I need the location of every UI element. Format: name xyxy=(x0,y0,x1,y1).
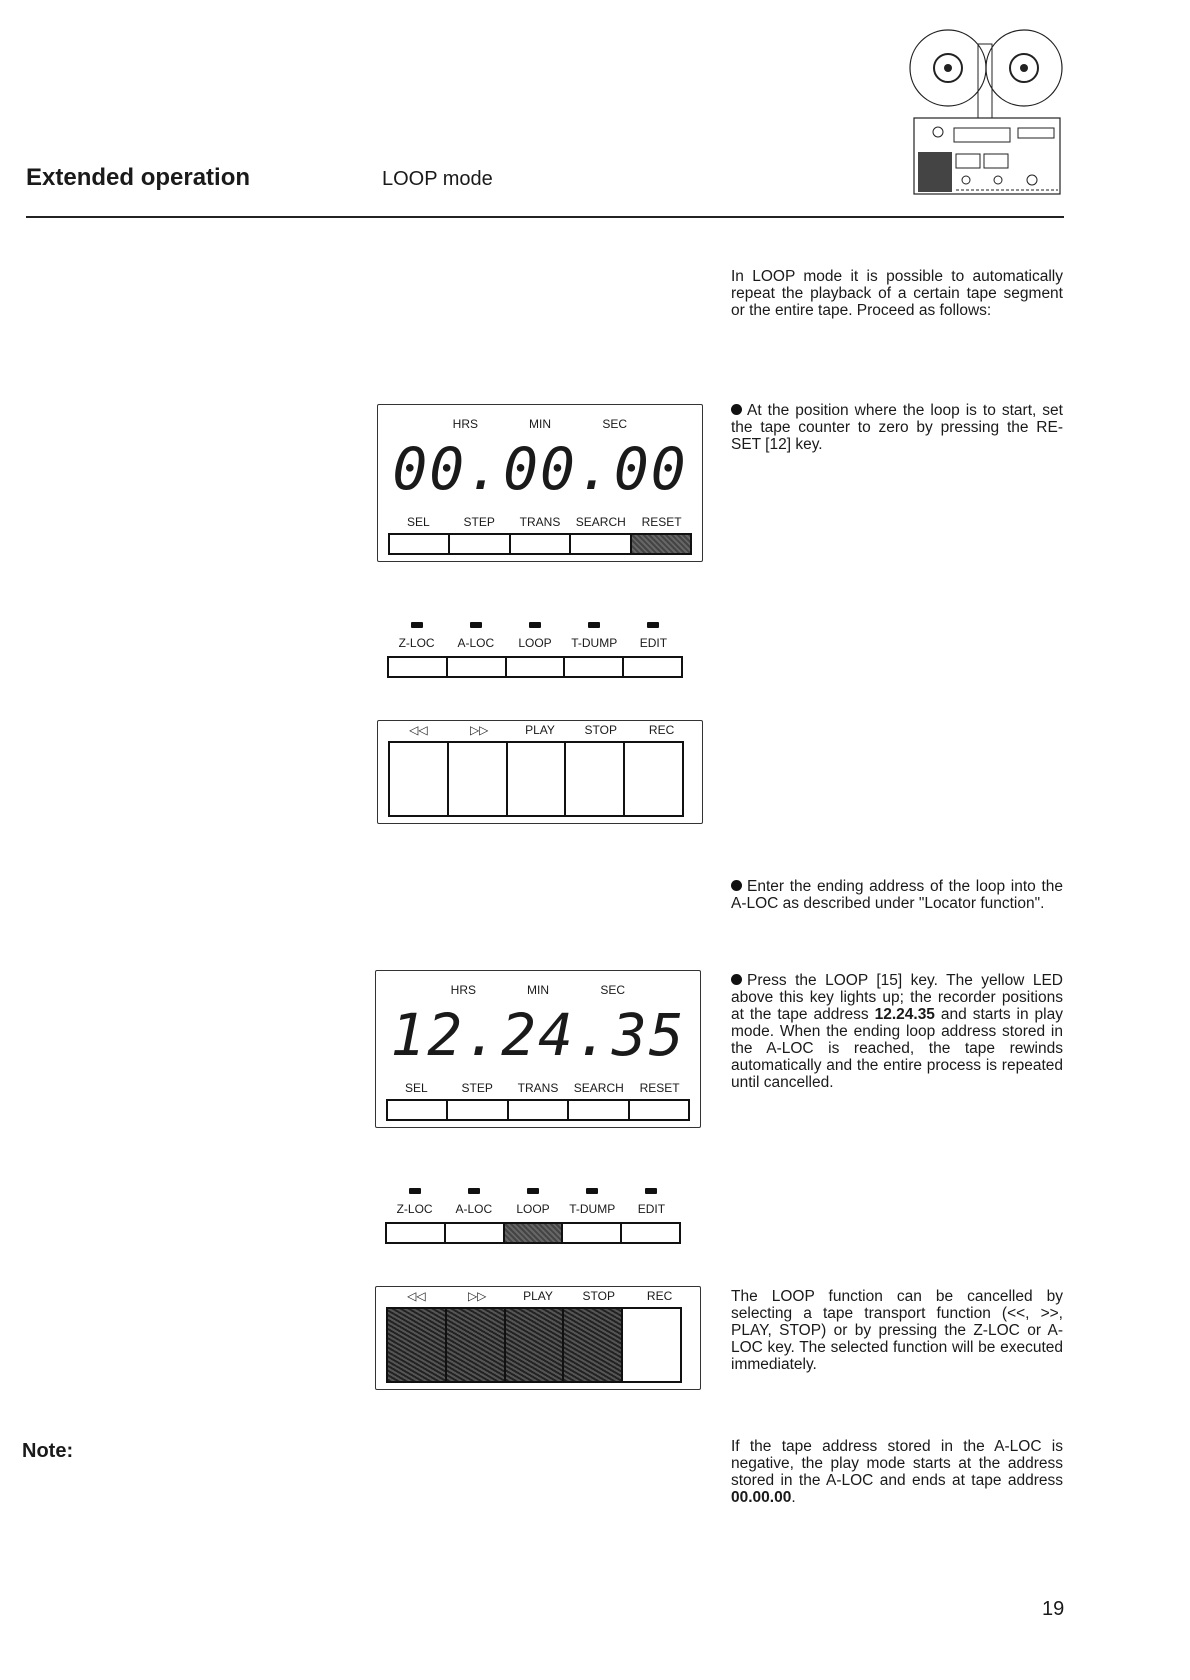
function-keys-2 xyxy=(385,1222,681,1244)
header-rule xyxy=(26,216,1064,218)
rec-key[interactable] xyxy=(623,1307,682,1383)
play-key[interactable] xyxy=(506,1307,565,1383)
z-loc-label: Z-LOC xyxy=(398,636,435,650)
edit-label: EDIT xyxy=(637,1202,666,1216)
z-loc-led xyxy=(409,1188,421,1194)
min-label: MIN xyxy=(527,983,549,997)
t-dump-key[interactable] xyxy=(565,656,624,678)
trans-label: TRANS xyxy=(517,1081,559,1095)
page-number: 19 xyxy=(1042,1598,1065,1620)
edit-led xyxy=(647,622,659,628)
trans-label: TRANS xyxy=(519,515,561,529)
z-loc-key[interactable] xyxy=(385,1222,446,1244)
min-label: MIN xyxy=(529,417,551,431)
search-key[interactable] xyxy=(569,1099,629,1121)
a-loc-led xyxy=(470,622,482,628)
tape-counter: 00.00.00 xyxy=(392,435,688,503)
counter-display-1 xyxy=(377,404,703,562)
function-keys-1 xyxy=(387,656,683,678)
sec-label: SEC xyxy=(600,983,626,997)
stop-key[interactable] xyxy=(564,1307,623,1383)
rewind-key[interactable] xyxy=(388,741,449,817)
z-loc-led xyxy=(411,622,423,628)
tape-counter: 12.24.35 xyxy=(390,1001,686,1069)
t-dump-label: T-DUMP xyxy=(571,636,618,650)
edit-led xyxy=(645,1188,657,1194)
led-row-2 xyxy=(385,1188,681,1194)
sel-key[interactable] xyxy=(388,533,450,555)
loop-key[interactable] xyxy=(505,1222,564,1244)
note-label: Note: xyxy=(22,1440,74,1462)
page-title: Extended operation xyxy=(26,164,251,191)
a-loc-label: A-LOC xyxy=(455,1202,493,1216)
edit-key[interactable] xyxy=(624,656,683,678)
play-label: PLAY xyxy=(523,1289,553,1303)
edit-key[interactable] xyxy=(622,1222,681,1244)
rewind-label: ◁◁ xyxy=(409,723,428,737)
intro-paragraph: In LOOP mode it is possible to automatically repeat the playback of a certain tape segment or the entire tape. Proceed as follows: xyxy=(731,268,1063,319)
stop-label: STOP xyxy=(582,1289,616,1303)
a-loc-key[interactable] xyxy=(448,656,507,678)
bullet-icon xyxy=(731,974,742,985)
stop-label: STOP xyxy=(584,723,618,737)
loop-led xyxy=(529,622,541,628)
rewind-key[interactable] xyxy=(386,1307,447,1383)
a-loc-led xyxy=(468,1188,480,1194)
trans-key[interactable] xyxy=(509,1099,569,1121)
sec-label: SEC xyxy=(602,417,628,431)
trans-key[interactable] xyxy=(511,533,571,555)
reset-key[interactable] xyxy=(630,1099,690,1121)
t-dump-key[interactable] xyxy=(563,1222,622,1244)
play-label: PLAY xyxy=(525,723,555,737)
search-key[interactable] xyxy=(571,533,631,555)
edit-label: EDIT xyxy=(639,636,668,650)
reset-label: RESET xyxy=(639,1081,680,1095)
play-key[interactable] xyxy=(508,741,567,817)
search-label: SEARCH xyxy=(573,1081,624,1095)
fast-forward-key[interactable] xyxy=(449,741,508,817)
tape-recorder-illustration xyxy=(908,20,1064,196)
reset-label: RESET xyxy=(641,515,682,529)
transport-panel-2 xyxy=(375,1286,701,1390)
step-label: STEP xyxy=(461,1081,493,1095)
step-key[interactable] xyxy=(450,533,510,555)
step-2: Enter the ending address of the loop into the A-LOC as described under "Locator function". xyxy=(731,878,1063,912)
bullet-icon xyxy=(731,880,742,891)
stop-key[interactable] xyxy=(566,741,625,817)
rec-key[interactable] xyxy=(625,741,684,817)
sel-key[interactable] xyxy=(386,1099,448,1121)
transport-panel-1 xyxy=(377,720,703,824)
step-label: STEP xyxy=(463,515,495,529)
rec-label: REC xyxy=(648,723,675,737)
fast-forward-label: ▷▷ xyxy=(467,1289,487,1303)
rewind-label: ◁◁ xyxy=(407,1289,426,1303)
a-loc-key[interactable] xyxy=(446,1222,505,1244)
cancel-paragraph: The LOOP function can be cancelled by selecting a tape transport function (<<, >>, PLAY, STOP) or by pressing the Z-LOC or A-LOC key. The selected function will be executed immediately. xyxy=(731,1288,1063,1373)
loop-label: LOOP xyxy=(516,1202,550,1216)
a-loc-label: A-LOC xyxy=(457,636,495,650)
loop-label: LOOP xyxy=(518,636,552,650)
loop-led xyxy=(527,1188,539,1194)
fast-forward-key[interactable] xyxy=(447,1307,506,1383)
step-1: At the position where the loop is to start, set the tape counter to zero by pressing the RE-SET [12] key. xyxy=(731,402,1063,453)
note-paragraph: If the tape address stored in the A-LOC is negative, the play mode starts at the address stored in the A-LOC and ends at tape address 00.00.00. xyxy=(731,1438,1063,1506)
search-label: SEARCH xyxy=(575,515,626,529)
bullet-icon xyxy=(731,404,742,415)
step-3: Press the LOOP [15] key. The yellow LED above this key lights up; the recorder positions at the tape address 12.24.35 and starts in play mode. When the ending loop address stored in the A-LOC is reached, the tape rewinds automatically and the entire process is repeated until cancelled. xyxy=(731,972,1063,1091)
fast-forward-label: ▷▷ xyxy=(469,723,489,737)
t-dump-led xyxy=(588,622,600,628)
z-loc-label: Z-LOC xyxy=(396,1202,433,1216)
t-dump-label: T-DUMP xyxy=(569,1202,616,1216)
loop-key[interactable] xyxy=(507,656,566,678)
counter-display-2 xyxy=(375,970,701,1128)
z-loc-key[interactable] xyxy=(387,656,448,678)
step-key[interactable] xyxy=(448,1099,508,1121)
rec-label: REC xyxy=(646,1289,673,1303)
led-row-1 xyxy=(387,622,683,628)
hrs-label: HRS xyxy=(452,417,478,431)
sel-label: SEL xyxy=(407,515,430,529)
sel-label: SEL xyxy=(405,1081,428,1095)
hrs-label: HRS xyxy=(450,983,476,997)
reset-key[interactable] xyxy=(632,533,692,555)
section-title: LOOP mode xyxy=(382,168,493,190)
t-dump-led xyxy=(586,1188,598,1194)
